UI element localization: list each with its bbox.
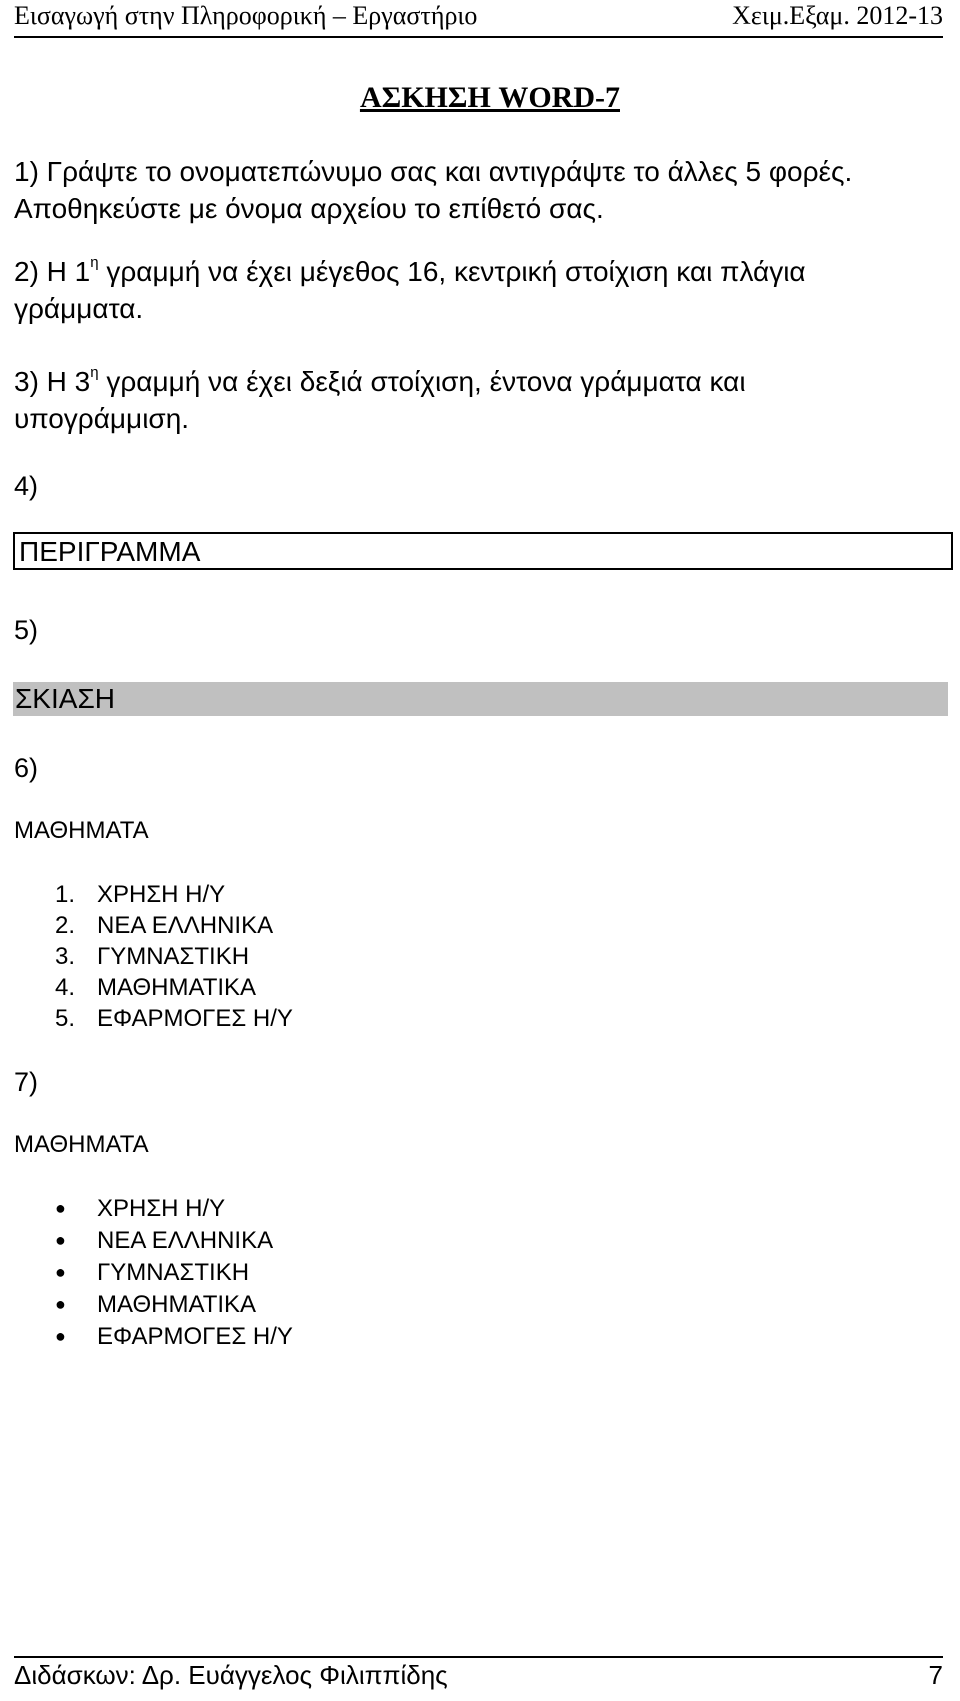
instruction-2-line-1: [14, 254, 944, 290]
header-left-text: Εισαγωγή στην Πληροφορική – Εργαστήριο: [14, 1, 478, 30]
list-item-number: 4.: [55, 974, 76, 1001]
footer-rule: [14, 1656, 943, 1658]
shaded-paragraph: [13, 682, 948, 716]
list-item-text: ΕΦΑΡΜΟΓΕΣ Η/Υ: [97, 1323, 293, 1350]
list-item-number: 2.: [55, 912, 76, 939]
list-item-text: ΝΕΑ ΕΛΛΗΝΙΚΑ: [97, 912, 274, 939]
bordered-paragraph-text: ΠΕΡΙΓΡΑΜΜΑ: [19, 536, 201, 567]
instruction-2-superscript: η: [90, 254, 99, 271]
numbered-list-title: ΜΑΘΗΜΑΤΑ: [14, 817, 149, 844]
list-item: [55, 879, 293, 910]
instruction-1-line-1: 1) Γράψτε το ονοματεπώνυμο σας και αντιγράψτε το άλλες 5 φορές.: [14, 156, 853, 187]
shaded-paragraph-text: ΣΚΙΑΣΗ: [15, 683, 115, 714]
list-item: [55, 1288, 293, 1320]
list-item-text: ΜΑΘΗΜΑΤΙΚΑ: [97, 1291, 257, 1318]
instruction-2-rest: γραμμή να έχει μέγεθος 16, κεντρική στοίχιση και πλάγια: [98, 256, 806, 287]
list-item-number: 3.: [55, 943, 76, 970]
list-item: [55, 1320, 293, 1352]
instruction-2-line-2: γράμματα.: [14, 293, 144, 324]
list-item-text: ΧΡΗΣΗ Η/Υ: [97, 1195, 226, 1222]
instruction-3-rest: γραμμή να έχει δεξιά στοίχιση, έντονα γράμματα και: [98, 366, 746, 397]
instruction-2-prefix: 2) Η 1: [14, 256, 91, 287]
list-item-text: ΕΦΑΡΜΟΓΕΣ Η/Υ: [97, 1005, 293, 1032]
list-item: [55, 1224, 293, 1256]
bullet-icon: ●: [55, 1262, 66, 1282]
label-7: 7): [14, 1067, 39, 1097]
list-item-number: 1.: [55, 881, 76, 908]
bullet-icon: ●: [55, 1198, 66, 1218]
page-number: 7: [928, 1660, 943, 1690]
list-item-text: ΓΥΜΝΑΣΤΙΚΗ: [97, 1259, 250, 1286]
label-5: 5): [14, 615, 39, 645]
header-rule: [14, 36, 943, 38]
footer-instructor: Διδάσκων: Δρ. Ευάγγελος Φιλιππίδης: [14, 1660, 448, 1690]
bullet-icon: ●: [55, 1230, 66, 1250]
instruction-3-prefix: 3) Η 3: [14, 366, 91, 397]
numbered-list: [55, 879, 293, 1034]
list-item: [55, 910, 293, 941]
header-right-text: Χειμ.Εξαμ. 2012-13: [732, 1, 943, 30]
bullet-list: [55, 1192, 293, 1352]
list-item-text: ΝΕΑ ΕΛΛΗΝΙΚΑ: [97, 1227, 274, 1254]
list-item-text: ΜΑΘΗΜΑΤΙΚΑ: [97, 974, 257, 1001]
list-item: [55, 1192, 293, 1224]
list-item: [55, 1256, 293, 1288]
bullet-icon: ●: [55, 1294, 66, 1314]
list-item-text: ΓΥΜΝΑΣΤΙΚΗ: [97, 943, 250, 970]
bullet-icon: ●: [55, 1326, 66, 1346]
bullet-list-title: ΜΑΘΗΜΑΤΑ: [14, 1131, 149, 1158]
list-item: [55, 941, 293, 972]
instruction-1-line-2: Αποθηκεύστε με όνομα αρχείου το επίθετό σας.: [14, 193, 604, 224]
instruction-3-line-2: υπογράμμιση.: [14, 403, 190, 434]
label-4: 4): [14, 471, 39, 501]
bordered-paragraph: [13, 532, 953, 570]
label-6: 6): [14, 753, 39, 783]
list-item-number: 5.: [55, 1005, 76, 1032]
instruction-3-line-1: [14, 364, 944, 400]
instruction-3-superscript: η: [90, 364, 99, 381]
list-item: [55, 1003, 293, 1034]
list-item-text: ΧΡΗΣΗ Η/Υ: [97, 881, 226, 908]
list-item: [55, 972, 293, 1003]
document-title: ΑΣΚΗΣΗ WORD-7: [359, 81, 620, 114]
